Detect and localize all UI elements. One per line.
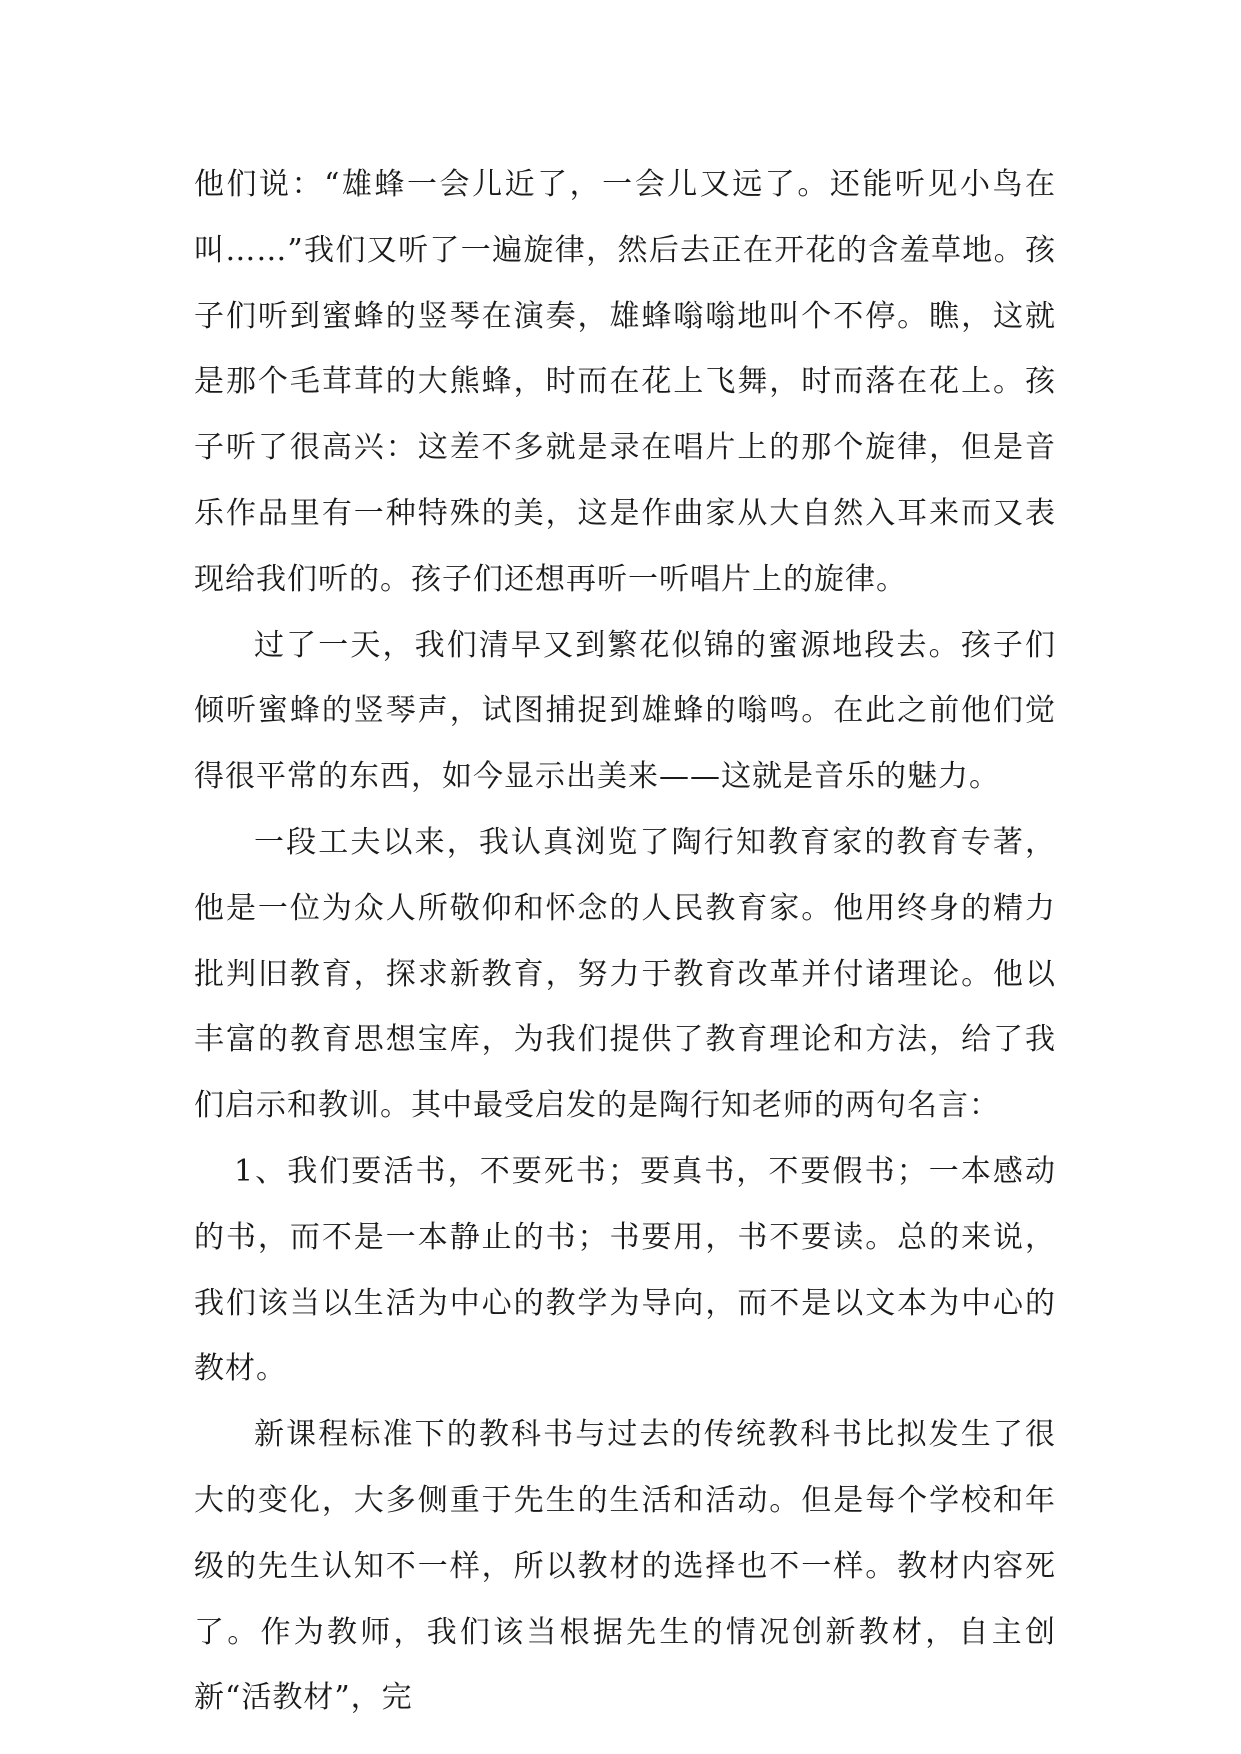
document-body <box>194 152 1056 1731</box>
paragraph-new-curriculum: 新课程标准下的教科书与过去的传统教科书比拟发生了很大的变化，大多侧重于先生的生活和活动。但是每个学校和年级的先生认知不一样，所以教材的选择也不一样。教材内容死了。作为教师，我们该当根据先生的情况创新教材，自主创新“活教材”，完 <box>194 1417 1056 1716</box>
list-item-1: 1、我们要活书，不要死书；要真书，不要假书；一本感动的书，而不是一本静止的书；书要用，书不要读。总的来说，我们该当以生活为中心的教学为导向，而不是以文本为中心的教材。 <box>194 1153 1056 1387</box>
paragraph-tao-xingzhi: 一段工夫以来，我认真浏览了陶行知教育家的教育专著，他是一位为众人所敬仰和怀念的人民教育家。他用终身的精力批判旧教育，探求新教育，努力于教育改革并付诸理论。他以丰富的教育思想宝库，为我们提供了教育理论和方法，给了我们启示和教训。其中最受启发的是陶行知老师的两句名言： <box>194 824 1056 1124</box>
paragraph-continuation: 他们说：“雄蜂一会儿近了，一会儿又远了。还能听见小鸟在叫……”我们又听了一遍旋律，然后去正在开花的含羞草地。孩子们听到蜜蜂的竖琴在演奏，雄蜂嗡嗡地叫个不停。瞧，这就是那个毛茸茸的大熊蜂，时而在花上飞舞，时而落在花上。孩子听了很高兴：这差不多就是录在唱片上的那个旋律，但是音乐作品里有一种特殊的美，这是作曲家从大自然入耳来而又表现给我们听的。孩子们还想再听一听唱片上的旋律。 <box>194 167 1056 597</box>
paragraph-day-after: 过了一天，我们清早又到繁花似锦的蜜源地段去。孩子们倾听蜜蜂的竖琴声，试图捕捉到雄蜂的嗡鸣。在此之前他们觉得很平常的东西，如今显示出美来——这就是音乐的魅力。 <box>194 627 1056 795</box>
